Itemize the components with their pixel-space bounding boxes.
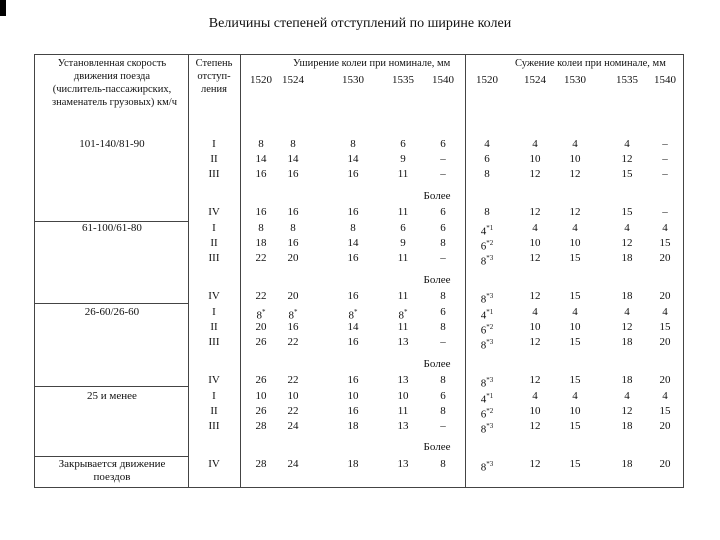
degree-label: III bbox=[208, 252, 220, 264]
widening-value: 13 bbox=[397, 420, 409, 432]
narrowing-value: 6$^{*2}$ bbox=[480, 407, 494, 421]
last-row-value: 20 bbox=[659, 458, 671, 470]
gauge-header: 1535 bbox=[616, 74, 638, 86]
iv-value: 8$^{*3}$ bbox=[480, 292, 494, 306]
last-row-value: 8 bbox=[440, 458, 446, 470]
widening-value: 10 bbox=[397, 390, 409, 402]
narrowing-value: 4 bbox=[662, 390, 668, 402]
footnote-mark: *3 bbox=[486, 422, 494, 430]
iv-value: 20 bbox=[659, 374, 671, 386]
speed-category: 26-60/26-60 bbox=[84, 306, 140, 318]
more-label: Более bbox=[423, 441, 451, 453]
widening-value: 22 bbox=[287, 405, 299, 417]
narrowing-value: 12 bbox=[621, 153, 633, 165]
narrowing-value: 20 bbox=[659, 252, 671, 264]
widening-header: Уширение колеи при номинале, мм bbox=[293, 58, 451, 69]
widening-value: 6 bbox=[440, 306, 446, 318]
widening-value: 10 bbox=[255, 390, 267, 402]
narrowing-value: 4 bbox=[624, 138, 630, 150]
gauge-header: 1530 bbox=[564, 74, 586, 86]
narrowing-value: 10 bbox=[529, 405, 541, 417]
degree-label: II bbox=[210, 237, 218, 249]
widening-value: 22 bbox=[255, 252, 267, 264]
widening-value: 16 bbox=[347, 336, 359, 348]
degree-label: III bbox=[208, 336, 220, 348]
narrowing-value: 4 bbox=[624, 222, 630, 234]
iv-value: 18 bbox=[621, 374, 633, 386]
widening-value: 8* bbox=[288, 308, 298, 322]
narrowing-value: 12 bbox=[569, 168, 581, 180]
widening-value: 8 bbox=[258, 138, 264, 150]
narrowing-value: 12 bbox=[529, 168, 541, 180]
gauge-header: 1524 bbox=[524, 74, 546, 86]
iv-value: 16 bbox=[287, 206, 299, 218]
degree-label: I bbox=[212, 306, 216, 318]
iv-value: 12 bbox=[529, 206, 541, 218]
footnote-mark: * bbox=[354, 308, 358, 316]
iv-value: 22 bbox=[287, 374, 299, 386]
iv-value: 26 bbox=[255, 374, 267, 386]
widening-value: 16 bbox=[347, 252, 359, 264]
last-row-value: 13 bbox=[397, 458, 409, 470]
footnote-mark: *1 bbox=[486, 392, 494, 400]
widening-value: 8 bbox=[440, 237, 446, 249]
iv-value: 13 bbox=[397, 374, 409, 386]
iv-value: 11 bbox=[397, 290, 409, 302]
widening-value: 6 bbox=[440, 222, 446, 234]
narrowing-value: 10 bbox=[569, 405, 581, 417]
page-title: Величины степеней отступлений по ширине колеи bbox=[208, 16, 512, 31]
widening-value: 8 bbox=[440, 405, 446, 417]
iv-value: 8 bbox=[440, 290, 446, 302]
iv-value: 15 bbox=[621, 206, 633, 218]
widening-value: – bbox=[440, 168, 446, 180]
degree-label: I bbox=[212, 222, 216, 234]
degree-label: IV bbox=[208, 374, 220, 386]
narrowing-value: 4 bbox=[572, 138, 578, 150]
narrowing-value: 4 bbox=[572, 306, 578, 318]
iv-value: 8 bbox=[484, 206, 490, 218]
narrowing-value: 8 bbox=[484, 168, 490, 180]
widening-value: 6 bbox=[400, 222, 406, 234]
narrowing-value: 15 bbox=[659, 237, 671, 249]
speed-header-line: движения поезда bbox=[73, 71, 151, 82]
widening-value: 6 bbox=[440, 138, 446, 150]
narrowing-value: 4 bbox=[662, 306, 668, 318]
narrowing-value: 12 bbox=[621, 321, 633, 333]
iv-value: 20 bbox=[659, 290, 671, 302]
narrowing-value: 10 bbox=[529, 321, 541, 333]
widening-value: 11 bbox=[397, 252, 409, 264]
widening-value: 18 bbox=[347, 420, 359, 432]
iv-value: – bbox=[662, 206, 668, 218]
iv-value: 16 bbox=[255, 206, 267, 218]
narrowing-value: 4 bbox=[624, 306, 630, 318]
speed-header-line: (числитель-пассажирских, bbox=[52, 84, 172, 95]
degree-label: II bbox=[210, 405, 218, 417]
widening-value: 13 bbox=[397, 336, 409, 348]
widening-value: 26 bbox=[255, 336, 267, 348]
narrowing-value: 4 bbox=[532, 306, 538, 318]
iv-value: 15 bbox=[569, 290, 581, 302]
widening-value: 6 bbox=[440, 390, 446, 402]
widening-value: 11 bbox=[397, 168, 409, 180]
widening-value: 26 bbox=[255, 405, 267, 417]
footnote-mark: *2 bbox=[486, 239, 494, 247]
degree-label: III bbox=[208, 420, 220, 432]
narrowing-value: – bbox=[662, 138, 668, 150]
footnote-mark: *1 bbox=[486, 224, 494, 232]
widening-value: 20 bbox=[287, 252, 299, 264]
narrowing-value: 12 bbox=[621, 405, 633, 417]
iv-value: 18 bbox=[621, 290, 633, 302]
last-row-value: 18 bbox=[347, 458, 359, 470]
degree-label: IV bbox=[208, 206, 220, 218]
narrowing-value: 15 bbox=[659, 321, 671, 333]
widening-value: 14 bbox=[347, 237, 359, 249]
narrowing-value: 8$^{*3}$ bbox=[480, 338, 494, 352]
narrowing-value: 18 bbox=[621, 420, 633, 432]
narrowing-value: – bbox=[662, 168, 668, 180]
narrowing-value: 4 bbox=[484, 138, 490, 150]
footnote-mark: *3 bbox=[486, 376, 494, 384]
row-divider bbox=[34, 303, 188, 304]
widening-value: 11 bbox=[397, 321, 409, 333]
more-label: Более bbox=[423, 190, 451, 202]
narrowing-value: 15 bbox=[621, 168, 633, 180]
widening-value: 6 bbox=[400, 138, 406, 150]
last-row-value: 12 bbox=[529, 458, 541, 470]
iv-value: 12 bbox=[529, 374, 541, 386]
iv-value: 6 bbox=[440, 206, 446, 218]
widening-value: 8 bbox=[290, 138, 296, 150]
widening-value: 14 bbox=[287, 153, 299, 165]
last-row-value: 8$^{*3}$ bbox=[480, 460, 494, 474]
widening-value: 8 bbox=[350, 138, 356, 150]
widening-value: 8 bbox=[258, 222, 264, 234]
widening-value: 14 bbox=[347, 321, 359, 333]
last-row-value: 24 bbox=[287, 458, 299, 470]
iv-value: 16 bbox=[347, 206, 359, 218]
gauge-header: 1520 bbox=[250, 74, 272, 86]
narrowing-value: 4 bbox=[532, 390, 538, 402]
degree-label: I bbox=[212, 390, 216, 402]
widening-value: 16 bbox=[347, 168, 359, 180]
footnote-mark: *3 bbox=[486, 338, 494, 346]
widening-value: 10 bbox=[347, 390, 359, 402]
iv-value: 16 bbox=[347, 290, 359, 302]
widening-value: – bbox=[440, 420, 446, 432]
widening-value: 8 bbox=[290, 222, 296, 234]
degree-label: IV bbox=[208, 290, 220, 302]
degree-label: II bbox=[210, 321, 218, 333]
narrowing-value: 15 bbox=[569, 336, 581, 348]
narrowing-value: 4 bbox=[572, 222, 578, 234]
gauge-header: 1535 bbox=[392, 74, 414, 86]
narrowing-value: 4$^{*1}$ bbox=[480, 308, 494, 322]
more-label: Более bbox=[423, 274, 451, 286]
widening-value: 8* bbox=[348, 308, 358, 322]
gauge-header: 1530 bbox=[342, 74, 364, 86]
speed-category: поездов bbox=[93, 471, 131, 483]
narrowing-value: 10 bbox=[529, 237, 541, 249]
narrowing-value: 6 bbox=[484, 153, 490, 165]
degree-label: III bbox=[208, 168, 220, 180]
widening-value: 28 bbox=[255, 420, 267, 432]
iv-value: 8$^{*3}$ bbox=[480, 376, 494, 390]
narrowing-value: 4 bbox=[662, 222, 668, 234]
widening-value: 24 bbox=[287, 420, 299, 432]
degree-label: II bbox=[210, 153, 218, 165]
last-row-value: 18 bbox=[621, 458, 633, 470]
footnote-mark: *1 bbox=[486, 308, 494, 316]
widening-value: – bbox=[440, 153, 446, 165]
widening-value: – bbox=[440, 252, 446, 264]
widening-value: 8* bbox=[256, 308, 266, 322]
gauge-header: 1520 bbox=[476, 74, 498, 86]
last-row-value: 28 bbox=[255, 458, 267, 470]
widening-value: 8* bbox=[398, 308, 408, 322]
iv-value: 11 bbox=[397, 206, 409, 218]
footnote-mark: *3 bbox=[486, 460, 494, 468]
narrowing-value: 12 bbox=[621, 237, 633, 249]
narrowing-value: 4 bbox=[572, 390, 578, 402]
narrowing-value: 18 bbox=[621, 336, 633, 348]
narrowing-value: 15 bbox=[569, 420, 581, 432]
widening-value: 16 bbox=[287, 168, 299, 180]
narrowing-value: 12 bbox=[529, 336, 541, 348]
narrowing-value: 8$^{*3}$ bbox=[480, 254, 494, 268]
iv-value: 22 bbox=[255, 290, 267, 302]
degree-label: IV bbox=[208, 458, 220, 470]
gauge-header: 1524 bbox=[282, 74, 304, 86]
speed-category: 25 и менее bbox=[87, 390, 137, 402]
widening-value: 18 bbox=[255, 237, 267, 249]
narrowing-value: 4$^{*1}$ bbox=[480, 392, 494, 406]
footnote-mark: * bbox=[262, 308, 266, 316]
degree-header-line: Степень bbox=[195, 58, 233, 69]
iv-value: 16 bbox=[347, 374, 359, 386]
narrowing-value: 6$^{*2}$ bbox=[480, 239, 494, 253]
widening-value: 14 bbox=[255, 153, 267, 165]
iv-value: 20 bbox=[287, 290, 299, 302]
widening-value: 9 bbox=[400, 153, 406, 165]
narrowing-value: 15 bbox=[569, 252, 581, 264]
narrowing-value: 10 bbox=[569, 237, 581, 249]
narrowing-value: 4 bbox=[624, 390, 630, 402]
narrowing-value: 10 bbox=[569, 153, 581, 165]
degree-header-line: отступ- bbox=[197, 71, 231, 82]
widening-value: 14 bbox=[347, 153, 359, 165]
speed-category: 61-100/61-80 bbox=[82, 222, 142, 234]
narrowing-value: 12 bbox=[529, 252, 541, 264]
widening-value: 16 bbox=[255, 168, 267, 180]
widening-value: 8 bbox=[440, 321, 446, 333]
widening-value: – bbox=[440, 336, 446, 348]
widening-value: 11 bbox=[397, 405, 409, 417]
iv-value: 8 bbox=[440, 374, 446, 386]
narrowing-value: 8$^{*3}$ bbox=[480, 422, 494, 436]
degree-header-line: ления bbox=[201, 84, 227, 95]
degree-label: I bbox=[212, 138, 216, 150]
widening-value: 10 bbox=[287, 390, 299, 402]
widening-value: 16 bbox=[287, 321, 299, 333]
widening-value: 22 bbox=[287, 336, 299, 348]
speed-category: Закрывается движение bbox=[58, 458, 166, 470]
widening-value: 16 bbox=[347, 405, 359, 417]
iv-value: 12 bbox=[569, 206, 581, 218]
narrowing-value: 4 bbox=[532, 138, 538, 150]
narrowing-value: 20 bbox=[659, 420, 671, 432]
narrowing-value: 12 bbox=[529, 420, 541, 432]
narrowing-value: 10 bbox=[569, 321, 581, 333]
footnote-mark: *2 bbox=[486, 323, 494, 331]
speed-header-line: знаменатель грузовых) км/ч bbox=[52, 97, 177, 108]
footnote-mark: *3 bbox=[486, 292, 494, 300]
corner-mark bbox=[0, 0, 6, 16]
narrowing-value: – bbox=[662, 153, 668, 165]
narrowing-value: 4$^{*1}$ bbox=[480, 224, 494, 238]
iv-value: 12 bbox=[529, 290, 541, 302]
narrowing-value: 4 bbox=[532, 222, 538, 234]
narrowing-value: 18 bbox=[621, 252, 633, 264]
speed-header-line: Установленная скорость bbox=[57, 58, 167, 69]
speed-category: 101-140/81-90 bbox=[79, 138, 145, 150]
footnote-mark: *2 bbox=[486, 407, 494, 415]
narrowing-value: 20 bbox=[659, 336, 671, 348]
narrowing-value: 15 bbox=[659, 405, 671, 417]
widening-value: 20 bbox=[255, 321, 267, 333]
footnote-mark: * bbox=[404, 308, 408, 316]
widening-value: 16 bbox=[287, 237, 299, 249]
narrowing-header: Сужение колеи при номинале, мм bbox=[515, 58, 666, 69]
narrowing-value: 10 bbox=[529, 153, 541, 165]
footnote-mark: *3 bbox=[486, 254, 494, 262]
narrowing-value: 6$^{*2}$ bbox=[480, 323, 494, 337]
last-row-value: 15 bbox=[569, 458, 581, 470]
widening-value: 9 bbox=[400, 237, 406, 249]
footnote-mark: * bbox=[294, 308, 298, 316]
gauge-header: 1540 bbox=[654, 74, 676, 86]
gauge-header: 1540 bbox=[432, 74, 454, 86]
widening-value: 8 bbox=[350, 222, 356, 234]
iv-value: 15 bbox=[569, 374, 581, 386]
more-label: Более bbox=[423, 358, 451, 370]
